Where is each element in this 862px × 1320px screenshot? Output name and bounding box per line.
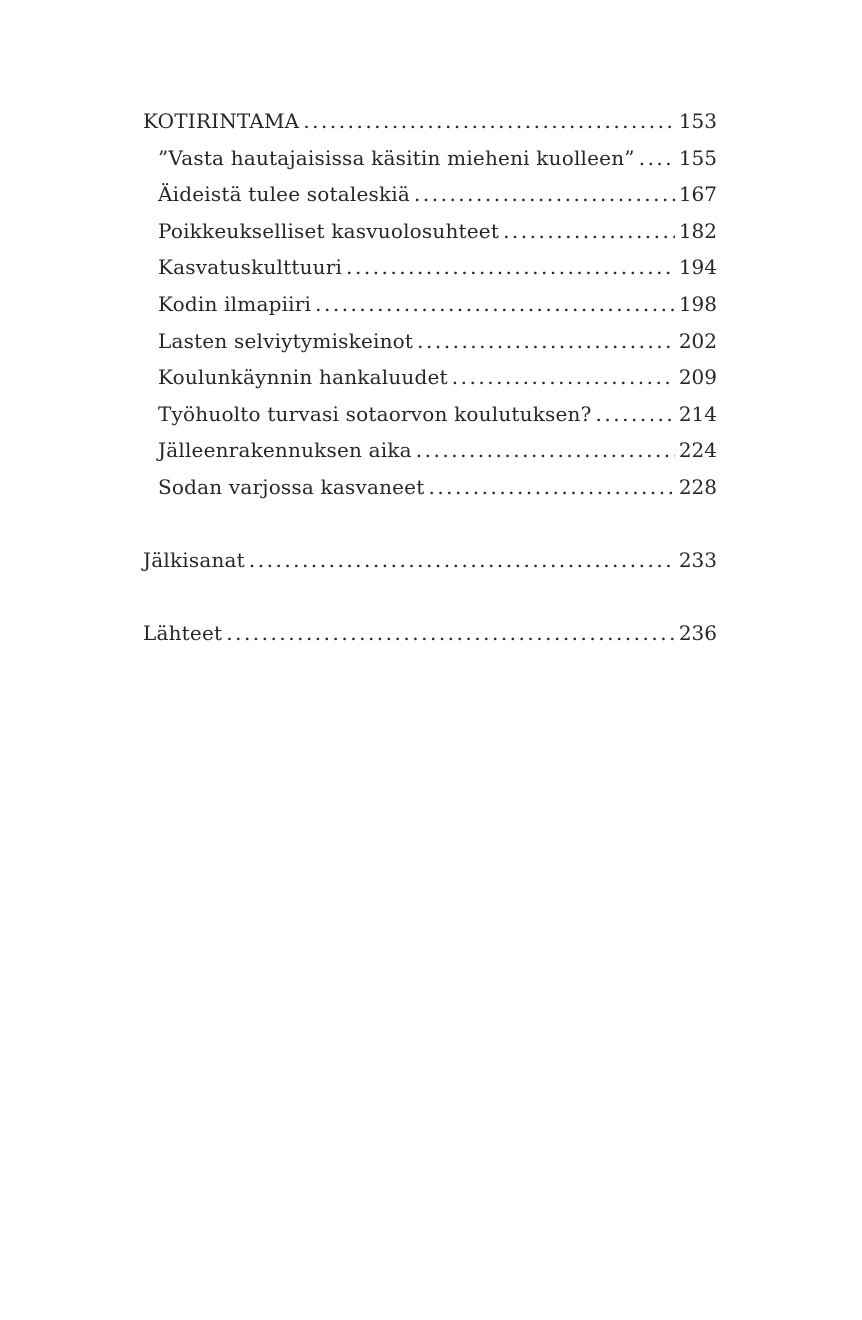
toc-entry-label: Jälleenrakennuksen aika — [158, 438, 412, 463]
toc-entry-label: ”Vasta hautajaisissa käsitin mieheni kuolleen” — [158, 145, 635, 170]
toc-entry — [143, 140, 717, 177]
toc-entry-label: Lasten selviytymiskeinot — [158, 328, 414, 353]
toc-entry-label: KOTIRINTAMA — [143, 109, 300, 133]
toc-entry — [143, 542, 717, 579]
toc-entry-label: Työhuolto turvasi sotaorvon koulutuksen? — [158, 401, 592, 426]
dot-leader — [416, 432, 675, 469]
dot-leader — [639, 140, 675, 177]
dot-leader — [226, 615, 675, 652]
toc-entry-page-number: 224 — [678, 438, 717, 463]
toc-entry-label: Kasvatuskulttuuri — [158, 255, 343, 280]
dot-leader — [303, 103, 675, 140]
toc-entry — [143, 469, 717, 506]
table-of-contents — [143, 103, 717, 652]
dot-leader — [417, 323, 675, 360]
dot-leader — [503, 213, 675, 250]
toc-entry-page-number: 214 — [678, 401, 717, 426]
toc-entry-page-number: 167 — [678, 182, 717, 207]
toc-entry-page-number: 153 — [678, 109, 717, 133]
dot-leader — [346, 249, 675, 286]
dot-leader — [315, 286, 675, 323]
toc-entry-page-number: 209 — [678, 365, 717, 390]
dot-leader — [596, 396, 675, 433]
dot-leader — [452, 359, 675, 396]
toc-entry-label: Äideistä tulee sotaleskiä — [158, 182, 411, 207]
toc-entry-label: Koulunkäynnin hankaluudet — [158, 365, 448, 390]
toc-entry-page-number: 233 — [678, 548, 717, 573]
toc-entry-label: Poikkeukselliset kasvuolosuhteet — [158, 218, 500, 243]
toc-entry-page-number: 236 — [678, 621, 717, 646]
toc-entry — [143, 396, 717, 433]
toc-entry-label: Lähteet — [143, 621, 223, 646]
toc-entry-page-number: 155 — [678, 145, 717, 170]
toc-entry — [143, 213, 717, 250]
toc-entry-page-number: 202 — [678, 328, 717, 353]
dot-leader — [249, 542, 675, 579]
dot-leader — [414, 176, 675, 213]
toc-entry — [143, 615, 717, 652]
toc-entry — [143, 359, 717, 396]
toc-entry-page-number: 198 — [678, 291, 717, 316]
toc-entry — [143, 249, 717, 286]
toc-entry — [143, 103, 717, 140]
toc-entry — [143, 432, 717, 469]
toc-entry-page-number: 194 — [678, 255, 717, 280]
toc-entry-page-number: 182 — [678, 218, 717, 243]
toc-entry-label: Sodan varjossa kasvaneet — [158, 474, 425, 499]
toc-entry — [143, 176, 717, 213]
toc-entry-label: Jälkisanat — [143, 548, 245, 573]
toc-entry — [143, 286, 717, 323]
dot-leader — [428, 469, 674, 506]
toc-entry-page-number: 228 — [678, 474, 717, 499]
toc-entry — [143, 323, 717, 360]
toc-entry-label: Kodin ilmapiiri — [158, 291, 312, 316]
